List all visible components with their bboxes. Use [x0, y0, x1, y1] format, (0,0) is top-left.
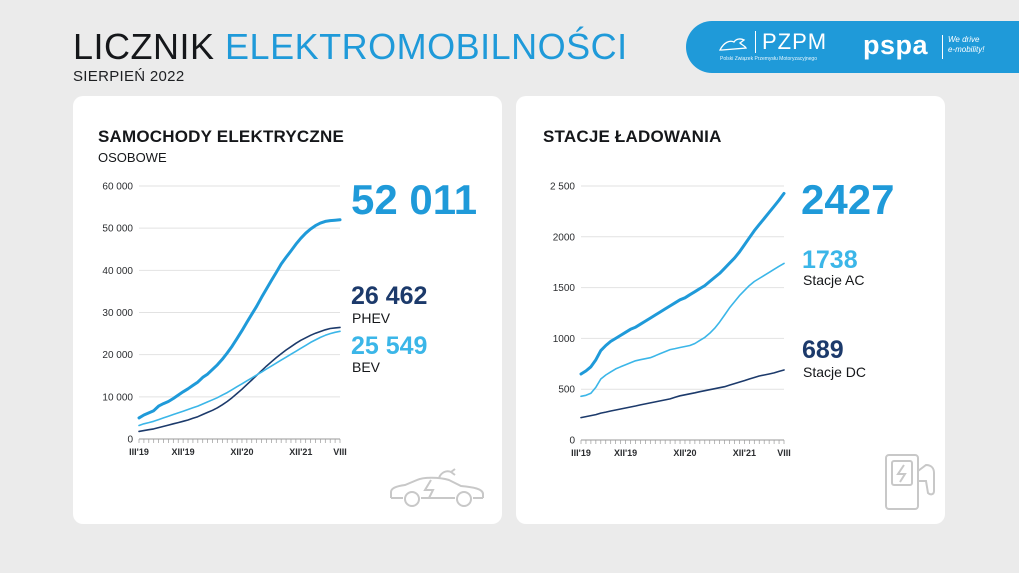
ev-chart-y-tick-label: 0: [127, 434, 133, 446]
charging-station-icon: [882, 451, 938, 513]
ev-cars-title: SAMOCHODY ELEKTRYCZNE: [98, 127, 344, 146]
ev-cars-card: [73, 96, 502, 524]
dc-label: Stacje DC: [803, 364, 867, 380]
phev-value: 26 462: [351, 282, 428, 310]
ev-chart-x-tick-label: XII'21: [289, 447, 313, 457]
ev-chart-x-tick-label: VIII: [333, 447, 347, 457]
phev-label: PHEV: [352, 310, 391, 326]
ev-chart-series-line-bev: [139, 331, 340, 425]
stations-chart-y-tick-label: 500: [558, 384, 575, 396]
stations-chart-x-tick-label: III'19: [571, 448, 591, 458]
pspa-logo: pspa: [863, 30, 929, 60]
page-subtitle: SIERPIEŃ 2022: [73, 68, 185, 85]
ac-label: Stacje AC: [803, 272, 865, 288]
ev-cars-subtitle: OSOBOWE: [98, 150, 167, 165]
ev-cars-chart: [73, 96, 502, 524]
ev-chart-y-tick-label: 40 000: [102, 265, 133, 277]
charging-stations-card: [516, 96, 945, 524]
ev-chart-series-line-total: [139, 220, 340, 418]
page-title: [73, 27, 628, 67]
pspa-slogan: We drive e-mobility!: [948, 35, 985, 54]
dc-value: 689: [802, 336, 844, 364]
bev-value: 25 549: [351, 332, 428, 360]
pzpm-logo: [714, 29, 839, 65]
ev-chart-y-tick-label: 60 000: [102, 181, 133, 193]
stations-total-value: 2427: [801, 176, 895, 223]
stations-chart-series-line-stacje-ac: [581, 263, 784, 396]
stations-chart-y-tick-label: 1500: [552, 283, 575, 295]
stations-chart-x-tick-label: XII'20: [673, 448, 697, 458]
ev-chart-x-tick-label: III'19: [129, 447, 149, 457]
stations-chart-y-tick-label: 0: [569, 435, 575, 447]
pzpm-bird-icon: [718, 36, 748, 54]
title-part-2: ELEKTROMOBILNOŚCI: [225, 26, 628, 67]
ev-chart-y-tick-label: 50 000: [102, 223, 133, 235]
charging-stations-title: STACJE ŁADOWANIA: [543, 127, 722, 146]
ev-chart-x-tick-label: XII'20: [230, 447, 254, 457]
charging-stations-chart: [516, 96, 945, 524]
ev-total-value: 52 011: [351, 176, 478, 223]
ac-value: 1738: [802, 246, 858, 274]
ev-chart-y-tick-label: 10 000: [102, 392, 133, 404]
pzpm-separator: [755, 31, 756, 53]
stations-chart-y-tick-label: 1000: [552, 333, 575, 345]
partner-logos-bar: [686, 21, 1019, 73]
ev-chart-y-tick-label: 20 000: [102, 350, 133, 362]
stations-chart-x-tick-label: XII'19: [613, 448, 638, 458]
stations-chart-series-line-stacje-dc: [581, 370, 784, 418]
stations-chart-x-tick-label: VIII: [777, 448, 791, 458]
ev-chart-x-tick-label: XII'19: [171, 447, 195, 457]
stations-chart-x-tick-label: XII'21: [732, 448, 756, 458]
stations-chart-y-tick-label: 2000: [552, 232, 575, 244]
bev-label: BEV: [352, 359, 381, 375]
pzpm-subtext: Polski Związek Przemysłu Motoryzacyjnego: [720, 56, 817, 62]
electric-car-icon: [387, 468, 487, 512]
title-part-1: LICZNIK: [73, 26, 215, 67]
stations-chart-y-tick-label: 2 500: [549, 181, 575, 193]
pspa-separator: [942, 35, 943, 59]
pzpm-text: PZPM: [762, 29, 828, 54]
ev-chart-y-tick-label: 30 000: [102, 308, 133, 319]
